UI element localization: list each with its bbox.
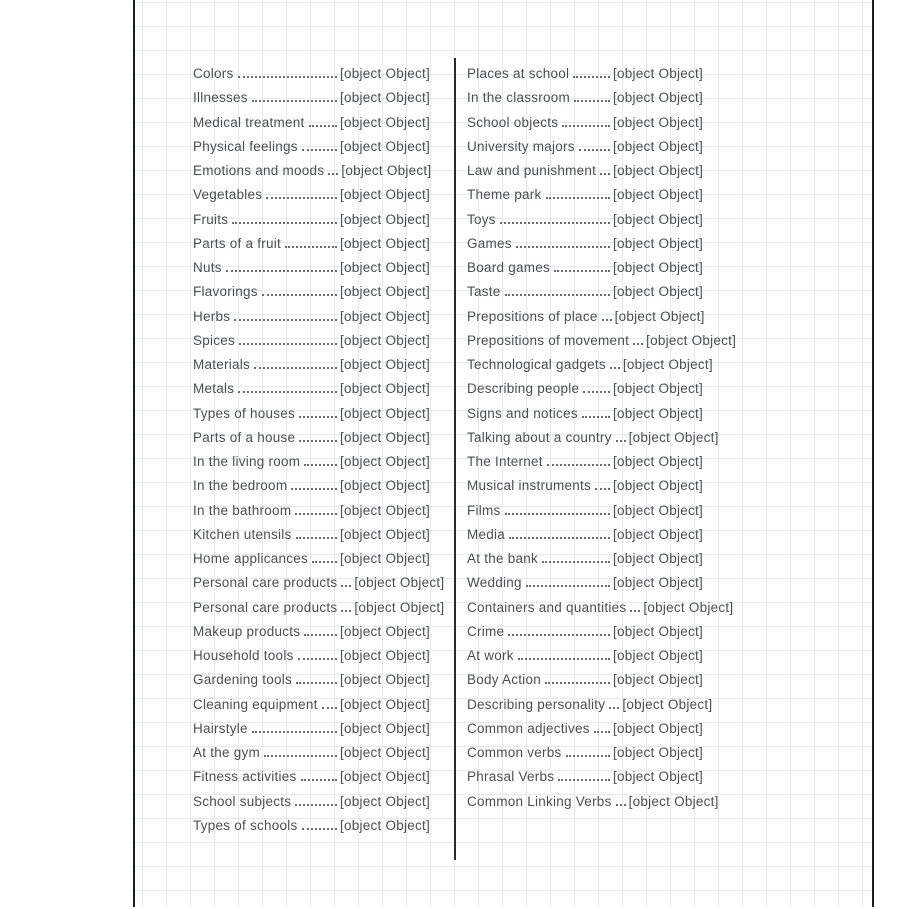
toc-leader-dots — [546, 197, 610, 199]
toc-entry-title: Signs and notices — [467, 405, 578, 421]
toc-entry — [467, 668, 703, 692]
toc-entry-page-number: [object Object] — [339, 235, 430, 251]
toc-entry-page-number: [object Object] — [612, 502, 703, 518]
toc-entry-page-number: [object Object] — [612, 648, 703, 663]
toc-leader-dots — [295, 513, 337, 515]
toc-entry-page-number: [object Object] — [339, 381, 430, 397]
toc-leader-dots — [299, 440, 337, 442]
toc-leader-dots — [304, 464, 337, 466]
toc-entry-title: Wedding — [467, 575, 522, 591]
toc-entry-page-number: [object Object] — [339, 623, 430, 639]
toc-entry-page-number: [object Object] — [339, 454, 430, 469]
toc-entry — [467, 256, 703, 280]
toc-entry-page-number: [object Object] — [643, 599, 734, 615]
toc-entry — [193, 790, 430, 814]
toc-entry-page-number: [object Object] — [339, 793, 430, 809]
toc-entry-title: Personal care products — [193, 575, 338, 591]
toc-leader-dots — [582, 416, 610, 418]
toc-entry-page-number: [object Object] — [612, 138, 703, 154]
toc-leader-dots — [516, 246, 610, 248]
toc-entry-title: Medical treatment — [193, 114, 305, 130]
toc-leader-dots — [505, 513, 610, 515]
toc-entry — [467, 620, 703, 644]
toc-entry-title: Common verbs — [467, 745, 562, 760]
toc-leader-dots — [583, 391, 610, 393]
toc-entry — [193, 596, 445, 620]
toc-entry-title: Musical instruments — [467, 478, 592, 494]
toc-entry-title: Spices — [193, 332, 236, 348]
toc-entry — [467, 596, 734, 620]
toc-entry-title: Technological gadgets — [467, 357, 606, 372]
toc-entry-page-number: [object Object] — [612, 187, 703, 203]
toc-entry — [193, 523, 430, 547]
toc-entry — [467, 208, 703, 232]
toc-entry — [193, 668, 430, 692]
toc-leader-dots — [238, 391, 337, 393]
toc-entry-title: At the gym — [193, 745, 261, 760]
toc-entry-page-number: [object Object] — [612, 235, 703, 251]
toc-entry — [193, 183, 430, 207]
toc-entry-title: Colors — [193, 66, 234, 81]
toc-entry-title: Toys — [467, 211, 496, 227]
toc-entry-title: Theme park — [467, 187, 542, 203]
toc-entry-title: In the living room — [193, 454, 301, 469]
toc-entry — [467, 305, 703, 329]
toc-entry-page-number: [object Object] — [339, 769, 430, 785]
toc-entry-page-number: [object Object] — [339, 284, 430, 300]
toc-leader-dots — [566, 755, 610, 757]
toc-entry-page-number: [object Object] — [622, 696, 713, 712]
toc-entry-title: Fitness activities — [193, 769, 297, 785]
toc-entry-page-number: [object Object] — [339, 66, 430, 81]
toc-leader-dots — [232, 222, 337, 224]
toc-entry — [467, 790, 719, 814]
toc-entry — [467, 450, 703, 474]
toc-entry-page-number: [object Object] — [612, 284, 703, 300]
toc-entry-page-number: [object Object] — [612, 745, 703, 760]
toc-entry — [193, 377, 430, 401]
toc-entry-title: Games — [467, 235, 512, 251]
toc-leader-dots — [616, 804, 626, 806]
toc-entry — [467, 426, 719, 450]
toc-leader-dots — [298, 658, 337, 660]
toc-entry — [467, 571, 703, 595]
toc-entry-title: In the classroom — [467, 90, 571, 106]
toc-entry — [193, 426, 430, 450]
toc-entry-title: Gardening tools — [193, 672, 293, 688]
toc-entry-title: Kitchen utensils — [193, 526, 292, 542]
toc-entry-page-number: [object Object] — [612, 260, 703, 275]
toc-entry — [193, 765, 430, 789]
toc-entry-page-number: [object Object] — [339, 551, 430, 566]
toc-entry-page-number: [object Object] — [612, 381, 703, 397]
toc-entry-page-number: [object Object] — [612, 114, 703, 130]
toc-leader-dots — [322, 707, 337, 709]
toc-leader-dots — [630, 610, 640, 612]
toc-entry-title: Types of houses — [193, 405, 296, 421]
column-divider-line — [454, 58, 456, 860]
toc-leader-dots — [328, 173, 338, 175]
toc-entry-title: Flavorings — [193, 284, 258, 300]
toc-entry — [193, 644, 430, 668]
toc-entry-page-number: [object Object] — [628, 429, 719, 445]
toc-entry-title: Describing people — [467, 381, 580, 397]
toc-entry — [467, 644, 703, 668]
toc-entry-page-number: [object Object] — [622, 357, 713, 372]
toc-entry-page-number: [object Object] — [339, 817, 430, 833]
toc-entry-title: The Internet — [467, 454, 543, 469]
toc-entry — [193, 256, 430, 280]
toc-entry-page-number: [object Object] — [339, 357, 430, 372]
toc-entry-page-number: [object Object] — [612, 551, 703, 566]
toc-entry — [193, 135, 430, 159]
toc-leader-dots — [234, 319, 337, 321]
toc-entry-page-number: [object Object] — [612, 405, 703, 421]
toc-leader-dots — [545, 682, 610, 684]
toc-entry-title: Metals — [193, 381, 235, 397]
toc-leader-dots — [610, 367, 620, 369]
toc-leader-dots — [302, 828, 337, 830]
toc-entry — [193, 717, 430, 741]
toc-entry-page-number: [object Object] — [339, 187, 430, 203]
toc-entry-title: At work — [467, 648, 514, 663]
toc-leader-dots — [558, 779, 610, 781]
toc-leader-dots — [264, 755, 337, 757]
toc-entry-page-number: [object Object] — [339, 211, 430, 227]
toc-entry — [467, 499, 703, 523]
toc-entry-title: Prepositions of movement — [467, 332, 630, 348]
toc-leader-dots — [509, 537, 610, 539]
toc-entry — [193, 159, 430, 183]
toc-entry-title: Emotions and moods — [193, 163, 325, 178]
toc-entry-title: Herbs — [193, 308, 231, 324]
toc-entry-title: Types of schools — [193, 817, 298, 833]
toc-entry — [193, 499, 430, 523]
toc-entry-page-number: [object Object] — [339, 720, 430, 736]
toc-entry-title: Taste — [467, 284, 501, 300]
toc-entry — [193, 353, 430, 377]
toc-entry-title: Parts of a house — [193, 429, 296, 445]
toc-leader-dots — [616, 440, 626, 442]
toc-leader-dots — [526, 585, 610, 587]
toc-entry-page-number: [object Object] — [339, 405, 430, 421]
toc-leader-dots — [562, 125, 610, 127]
toc-entry — [467, 402, 703, 426]
toc-entry-title: Board games — [467, 260, 551, 275]
toc-entry — [193, 305, 430, 329]
toc-entry-page-number: [object Object] — [339, 332, 430, 348]
toc-entry — [467, 547, 703, 571]
toc-entry-title: Crime — [467, 623, 505, 639]
toc-entry — [467, 232, 703, 256]
toc-entry-title: In the bedroom — [193, 478, 288, 494]
toc-entry-page-number: [object Object] — [339, 672, 430, 688]
toc-entry-page-number: [object Object] — [612, 90, 703, 106]
toc-leader-dots — [500, 222, 610, 224]
toc-entry — [467, 62, 703, 86]
toc-entry-title: Illnesses — [193, 90, 248, 106]
toc-leader-dots — [547, 464, 610, 466]
toc-entry-page-number: [object Object] — [341, 163, 432, 178]
toc-entry-title: Personal care products — [193, 599, 338, 615]
toc-entry-page-number: [object Object] — [612, 66, 703, 81]
toc-leader-dots — [266, 197, 337, 199]
toc-entry-title: School objects — [467, 114, 559, 130]
toc-entry-title: University majors — [467, 138, 575, 154]
toc-entry — [193, 329, 430, 353]
toc-entry — [193, 474, 430, 498]
toc-entry-page-number: [object Object] — [339, 114, 430, 130]
toc-entry-title: Household tools — [193, 648, 294, 663]
toc-entry — [467, 111, 703, 135]
toc-entry-title: Describing personality — [467, 696, 606, 712]
toc-leader-dots — [609, 707, 619, 709]
toc-entry-page-number: [object Object] — [339, 260, 430, 275]
toc-entry-title: Makeup products — [193, 623, 301, 639]
toc-entry — [193, 208, 430, 232]
toc-leader-dots — [602, 319, 612, 321]
toc-entry — [467, 159, 703, 183]
toc-leader-dots — [518, 658, 610, 660]
toc-entry — [467, 523, 703, 547]
toc-right-column — [467, 62, 737, 814]
toc-leader-dots — [301, 779, 337, 781]
toc-leader-dots — [595, 488, 610, 490]
toc-entry — [467, 86, 703, 110]
toc-entry-page-number: [object Object] — [339, 526, 430, 542]
toc-leader-dots — [505, 294, 610, 296]
toc-entry — [467, 693, 713, 717]
toc-leader-dots — [579, 149, 610, 151]
toc-entry-page-number: [object Object] — [614, 308, 705, 324]
toc-leader-dots — [291, 488, 337, 490]
toc-entry-title: Media — [467, 526, 506, 542]
toc-entry-page-number: [object Object] — [354, 599, 445, 615]
toc-leader-dots — [226, 270, 337, 272]
toc-leader-dots — [299, 416, 337, 418]
toc-entry — [193, 86, 430, 110]
toc-leader-dots — [285, 246, 337, 248]
toc-leader-dots — [574, 100, 610, 102]
toc-entry-title: Places at school — [467, 66, 570, 81]
toc-entry-title: Hairstyle — [193, 720, 248, 736]
toc-entry-title: Law and punishment — [467, 163, 597, 178]
toc-entry — [193, 450, 430, 474]
toc-entry-title: Materials — [193, 357, 251, 372]
toc-entry — [193, 693, 430, 717]
toc-leader-dots — [295, 804, 337, 806]
toc-entry — [467, 280, 703, 304]
toc-entry-page-number: [object Object] — [339, 478, 430, 494]
toc-entry — [193, 571, 445, 595]
toc-leader-dots — [262, 294, 337, 296]
toc-entry-title: Phrasal Verbs — [467, 769, 555, 785]
toc-entry — [193, 111, 430, 135]
toc-entry-page-number: [object Object] — [612, 526, 703, 542]
toc-leader-dots — [312, 561, 337, 563]
toc-entry — [467, 765, 703, 789]
toc-entry-title: Parts of a fruit — [193, 235, 282, 251]
toc-entry — [193, 232, 430, 256]
toc-entry-title: Common Linking Verbs — [467, 793, 612, 809]
toc-entry-page-number: [object Object] — [339, 648, 430, 663]
toc-leader-dots — [341, 585, 351, 587]
toc-entry-title: Common adjectives — [467, 720, 590, 736]
toc-leader-dots — [633, 343, 643, 345]
toc-entry — [467, 474, 703, 498]
toc-entry-page-number: [object Object] — [339, 696, 430, 712]
toc-entry-title: Fruits — [193, 211, 229, 227]
toc-entry-title: Prepositions of place — [467, 308, 598, 324]
toc-entry — [467, 135, 703, 159]
toc-entry — [193, 62, 430, 86]
toc-entry — [193, 280, 430, 304]
toc-entry-title: Nuts — [193, 260, 222, 275]
toc-leader-dots — [341, 610, 351, 612]
toc-entry-title: At the bank — [467, 551, 539, 566]
toc-leader-dots — [296, 682, 337, 684]
toc-leader-dots — [304, 634, 337, 636]
toc-entry — [467, 717, 703, 741]
toc-entry — [193, 620, 430, 644]
toc-entry-page-number: [object Object] — [612, 769, 703, 785]
toc-leader-dots — [252, 100, 337, 102]
toc-entry-page-number: [object Object] — [612, 720, 703, 736]
toc-entry-page-number: [object Object] — [612, 623, 703, 639]
toc-entry-title: Talking about a country — [467, 429, 612, 445]
toc-entry-title: Body Action — [467, 672, 542, 688]
toc-entry — [467, 329, 737, 353]
toc-entry-page-number: [object Object] — [339, 502, 430, 518]
toc-entry — [193, 547, 430, 571]
toc-leader-dots — [254, 367, 337, 369]
toc-leader-dots — [309, 125, 337, 127]
toc-leader-dots — [554, 270, 610, 272]
toc-entry — [193, 814, 430, 838]
toc-entry-page-number: [object Object] — [339, 429, 430, 445]
toc-entry-title: Films — [467, 502, 501, 518]
toc-entry-page-number: [object Object] — [612, 672, 703, 688]
toc-entry-page-number: [object Object] — [612, 478, 703, 494]
toc-entry — [467, 741, 703, 765]
toc-entry-page-number: [object Object] — [613, 163, 704, 178]
toc-entry-page-number: [object Object] — [612, 211, 703, 227]
toc-entry-page-number: [object Object] — [612, 454, 703, 469]
toc-leader-dots — [302, 149, 337, 151]
toc-entry-page-number: [object Object] — [339, 90, 430, 106]
toc-entry-title: Physical feelings — [193, 138, 298, 154]
toc-entry-page-number: [object Object] — [354, 575, 445, 591]
toc-entry-title: Cleaning equipment — [193, 696, 318, 712]
toc-entry-title: School subjects — [193, 793, 292, 809]
toc-entry-title: Home applicances — [193, 551, 309, 566]
toc-entry — [193, 402, 430, 426]
toc-entry — [467, 183, 703, 207]
toc-entry — [467, 353, 713, 377]
toc-entry-title: Vegetables — [193, 187, 263, 203]
toc-leader-dots — [238, 76, 337, 78]
toc-entry-page-number: [object Object] — [339, 138, 430, 154]
notebook-grid-sheet — [133, 0, 874, 907]
toc-entry-page-number: [object Object] — [628, 793, 719, 809]
toc-entry — [193, 741, 430, 765]
toc-entry — [467, 377, 703, 401]
toc-entry-page-number: [object Object] — [339, 745, 430, 760]
toc-leader-dots — [296, 537, 337, 539]
toc-leader-dots — [508, 634, 610, 636]
toc-entry-title: In the bathroom — [193, 502, 292, 518]
toc-leader-dots — [252, 731, 337, 733]
toc-entry-page-number: [object Object] — [612, 575, 703, 591]
toc-entry-page-number: [object Object] — [646, 332, 737, 348]
toc-leader-dots — [594, 731, 610, 733]
toc-entry-page-number: [object Object] — [339, 308, 430, 324]
toc-leader-dots — [239, 343, 337, 345]
toc-entry-title: Containers and quantities — [467, 599, 627, 615]
toc-leader-dots — [600, 173, 610, 175]
toc-leader-dots — [542, 561, 610, 563]
toc-left-column — [193, 62, 445, 838]
toc-leader-dots — [573, 76, 610, 78]
